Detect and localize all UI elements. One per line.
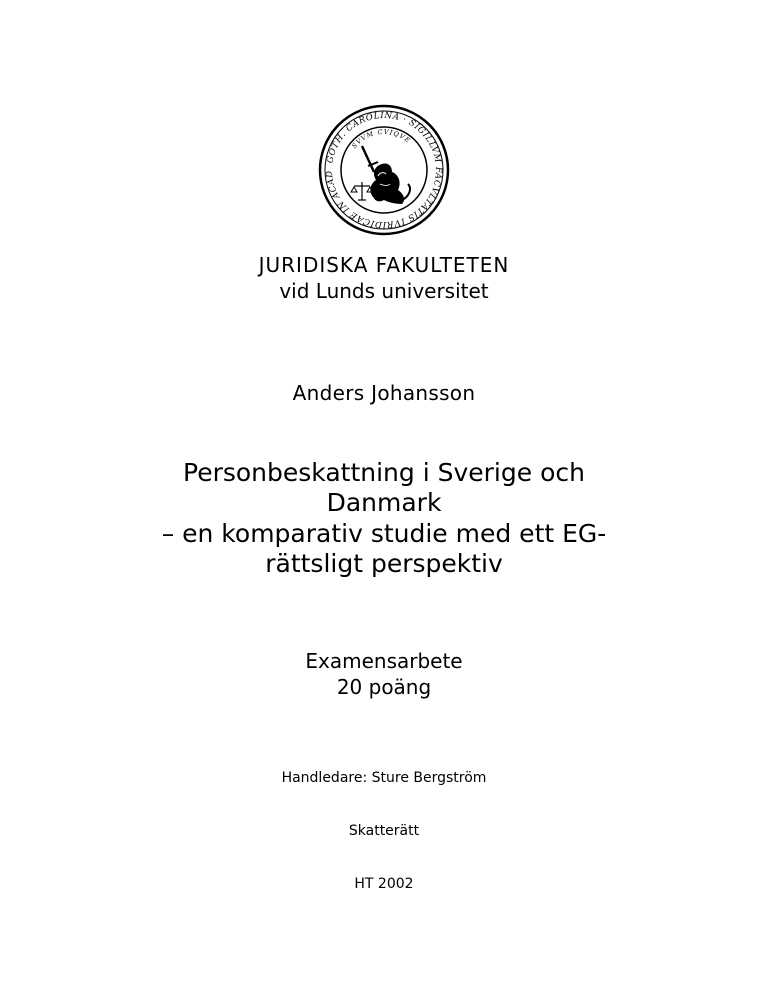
author-name: Anders Johansson bbox=[292, 381, 476, 405]
scales-icon bbox=[351, 182, 373, 200]
subject-area: Skatterätt bbox=[348, 823, 420, 839]
thesis-subtitle-line-1: – en komparativ studie med ett EG- bbox=[161, 519, 607, 548]
credit-points: 20 poäng bbox=[336, 675, 432, 699]
university-name: vid Lunds universitet bbox=[279, 279, 489, 303]
supervisor: Handledare: Sture Bergström bbox=[281, 770, 487, 786]
sword-icon bbox=[362, 146, 378, 172]
lion-icon bbox=[370, 163, 410, 204]
thesis-title-line-2: Danmark bbox=[326, 488, 442, 517]
seal-outer-text: GOTH. CAROLINA · SIGILLVM FACVLTATIS IVRIDICAE IN ACAD bbox=[324, 110, 444, 230]
thesis-title bbox=[0, 458, 768, 518]
thesis-title-line-1: Personbeskattning i Sverige och bbox=[183, 458, 585, 487]
term: HT 2002 bbox=[354, 876, 414, 892]
faculty-name: JURIDISKA FAKULTETEN bbox=[258, 253, 510, 277]
seal-inner-text: SVVM CVIQVE bbox=[350, 127, 413, 151]
faculty-seal-logo bbox=[318, 104, 450, 236]
thesis-subtitle bbox=[0, 519, 768, 579]
thesis-subtitle-line-2: rättsligt perspektiv bbox=[265, 549, 503, 578]
degree-type: Examensarbete bbox=[305, 649, 463, 673]
